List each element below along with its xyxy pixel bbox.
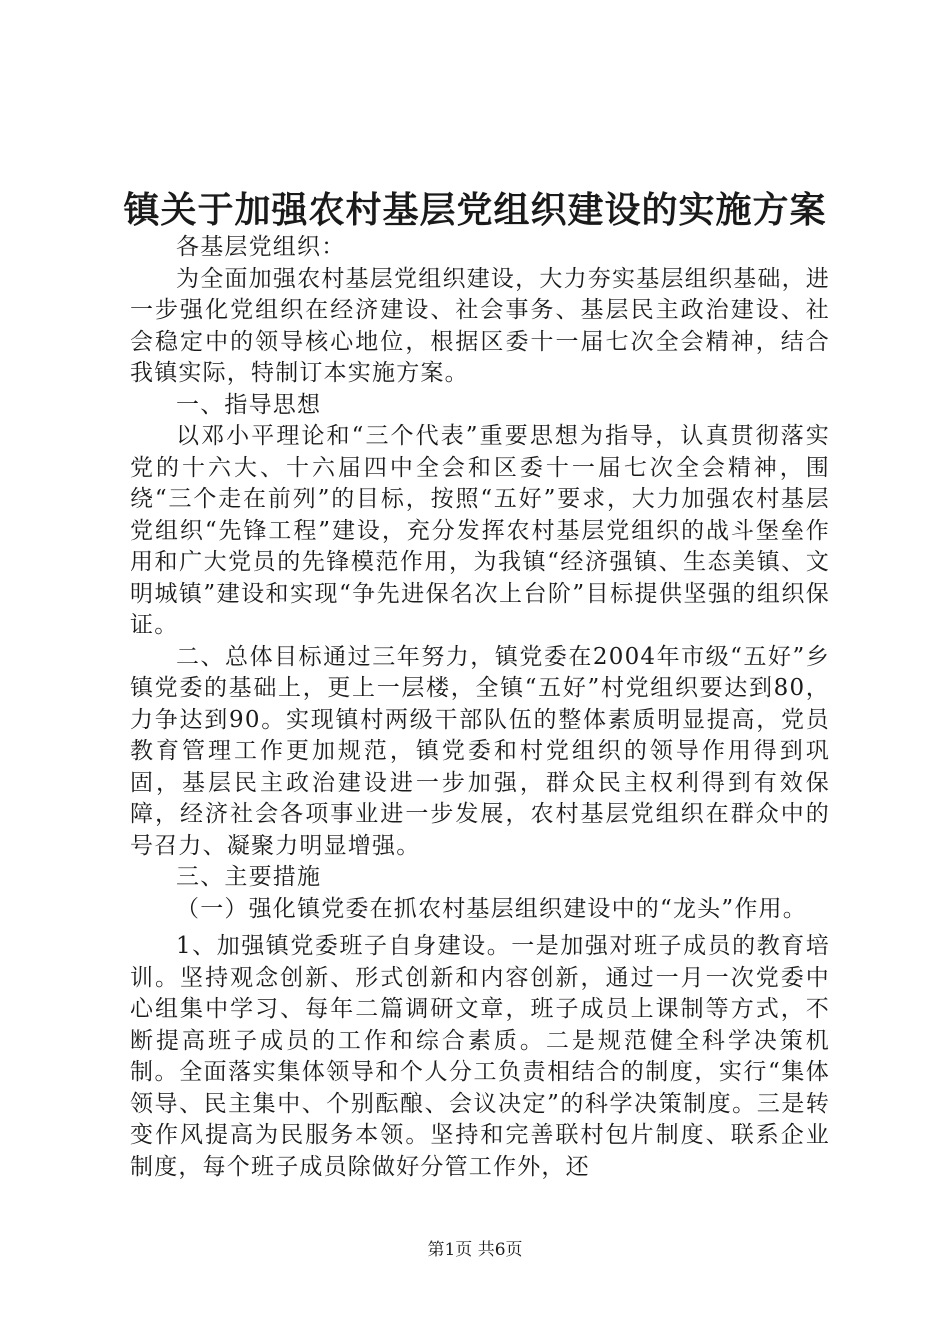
page-footer: 第1页 共6页 [427,1240,523,1260]
intro-paragraph: 为全面加强农村基层党组织建设，大力夯实基层组织基础，进一步强化党组织在经济建设、社会事务、基层民主政治建设、社会稳定中的领导核心地位，根据区委十一届七次全会精神，结合我镇实际，特制订本实施方案。 [130,265,830,386]
document-body [130,232,830,1183]
subsection-heading-1: （一）强化镇党委在抓农村基层组织建设中的“龙头”作用。 [176,895,807,922]
overall-goal-paragraph: 二、总体目标通过三年努力，镇党委在2004年市级“五好”乡镇党委的基础上，更上一层楼，全镇“五好”村党组织要达到80，力争达到90。实现镇村两级干部队伍的整体素质明显提高，党员教育管理工作更加规范，镇党委和村党组织的领导作用得到巩固，基层民主政治建设进一步加强，群众民主权利得到有效保障，经济社会各项事业进一步发展，农村基层党组织在群众中的号召力、凝聚力明显增强。 [130,643,830,859]
salutation: 各基层党组织： [176,234,346,260]
document-title: 镇关于加强农村基层党组织建设的实施方案 [123,189,827,231]
measure-1-paragraph: 1、加强镇党委班子自身建设。一是加强对班子成员的教育培训。坚持观念创新、形式创新和内容创新，通过一月一次党委中心组集中学习、每年二篇调研文章，班子成员上课制等方式，不断提高班子成员的工作和综合素质。二是规范健全科学决策机制。全面落实集体领导和个人分工负责相结合的制度，实行“集体领导、民主集中、个别酝酿、会议决定”的科学决策制度。三是转变作风提高为民服务本领。坚持和完善联村包片制度、联系企业制度，每个班子成员除做好分管工作外，还 [130,933,830,1180]
guiding-ideology-paragraph: 以邓小平理论和“三个代表”重要思想为指导，认真贯彻落实党的十六大、十六届四中全会和区委十一届七次全会精神，围绕“三个走在前列”的目标，按照“五好”要求，大力加强农村基层党组织“先锋工程”建设，充分发挥农村基层党组织的战斗堡垒作用和广大党员的先锋模范作用，为我镇“经济强镇、生态美镇、文明城镇”建设和实现“争先进保名次上台阶”目标提供坚强的组织保证。 [130,423,830,638]
section-heading-guiding-ideology: 一、指导思想 [176,391,322,418]
section-heading-main-measures: 三、主要措施 [176,864,322,890]
